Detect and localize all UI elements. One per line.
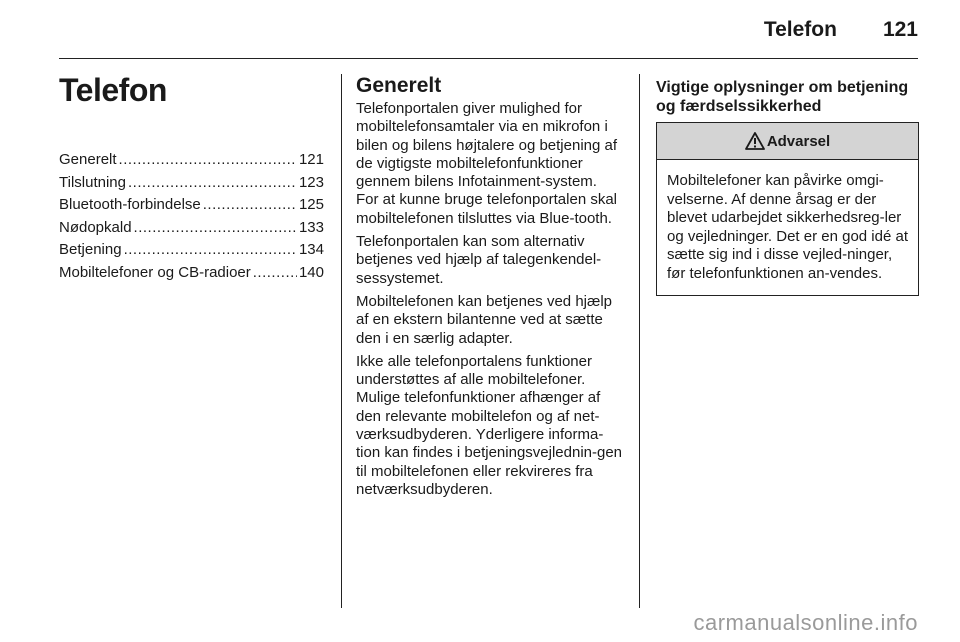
toc-entry-label: Mobiltelefoner og CB-radioer — [59, 263, 251, 281]
toc-entry-label: Tilslutning — [59, 173, 126, 191]
chapter-title: Telefon — [59, 72, 167, 108]
header-page-number: 121 — [882, 18, 918, 41]
watermark: carmanualsonline.info — [693, 610, 918, 635]
toc-entry-label: Generelt — [59, 151, 117, 168]
toc-entry-page: 125 — [298, 196, 324, 213]
toc-entry-page: 140 — [298, 263, 324, 281]
toc-entry-label: Betjening — [59, 241, 122, 258]
warning-text: Mobiltelefoner kan påvirke omgi-velserne. Af denne årsag er der blevet udarbejdet sikkerhedsreg-ler og vejledninger. Det er en god idé at sætte sig ind i disse vejled-ninger, før telefonfunktionen an-vendes. — [667, 172, 909, 282]
toc-dot-leader — [124, 239, 297, 262]
warning-box — [656, 122, 919, 296]
warning-triangle-icon — [745, 132, 765, 150]
body-paragraph: Ikke alle telefonportalens funktioner understøttes af alle mobiltelefoner. Mulige telefonfunktioner afhænger af den relevante mobiltelefon og af net-værksudbyderen. Yderligere informa-tion kan findes i betjeningsvejlednin-gen til mobiltelefonen eller rekvireres fra netværksudbyderen. — [356, 352, 623, 498]
toc-entry-page: 123 — [298, 173, 324, 191]
column-divider-2 — [639, 74, 640, 608]
toc-dot-leader — [134, 217, 297, 240]
toc-entry-page: 121 — [298, 151, 324, 168]
toc-entry[interactable] — [59, 217, 324, 240]
toc-dot-leader — [203, 194, 297, 217]
toc-entry[interactable] — [59, 262, 324, 285]
section-heading-general: Generelt — [356, 74, 442, 97]
toc-entry[interactable] — [59, 149, 324, 172]
toc-entry[interactable] — [59, 239, 324, 262]
section-heading-safety: Vigtige oplysninger om betjening og færdselssikkerhed — [656, 79, 909, 115]
column-divider-1 — [341, 74, 342, 608]
body-paragraph: Mobiltelefonen kan betjenes ved hjælp af en ekstern bilantenne ved at sætte den i en særlig adapter. — [356, 292, 613, 347]
toc-entry-page: 133 — [298, 218, 324, 236]
warning-title: Advarsel — [766, 132, 831, 150]
toc-entry-label: Bluetooth-forbindelse — [59, 196, 201, 213]
header-rule — [59, 58, 918, 59]
safety-column — [656, 78, 919, 296]
toc-dot-leader — [253, 262, 297, 285]
general-column — [356, 74, 622, 504]
toc-dot-leader — [128, 172, 297, 195]
warning-header — [657, 123, 918, 160]
toc-entry-page: 134 — [298, 241, 324, 258]
toc-dot-leader — [119, 149, 297, 172]
body-paragraph: Telefonportalen giver mulighed for mobiltelefonsamtaler via en mikrofon i bilen og bilens højtalere og betjening af de vigtigste mobiltelefonfunktioner gennem bilens Infotainment-system. For at kunne bruge telefonportalen skal mobiltelefonen tilsluttes via Blue-tooth. — [356, 100, 618, 227]
toc-entry-label: Nødopkald — [59, 218, 132, 236]
body-paragraph: Telefonportalen kan som alternativ betjenes ved hjælp af talegenkendel-sessystemet. — [356, 233, 602, 287]
toc-column — [59, 72, 324, 284]
running-header — [764, 18, 918, 42]
header-section-title: Telefon — [763, 18, 837, 41]
toc-entry[interactable] — [59, 194, 324, 217]
toc-entry[interactable] — [59, 172, 324, 195]
